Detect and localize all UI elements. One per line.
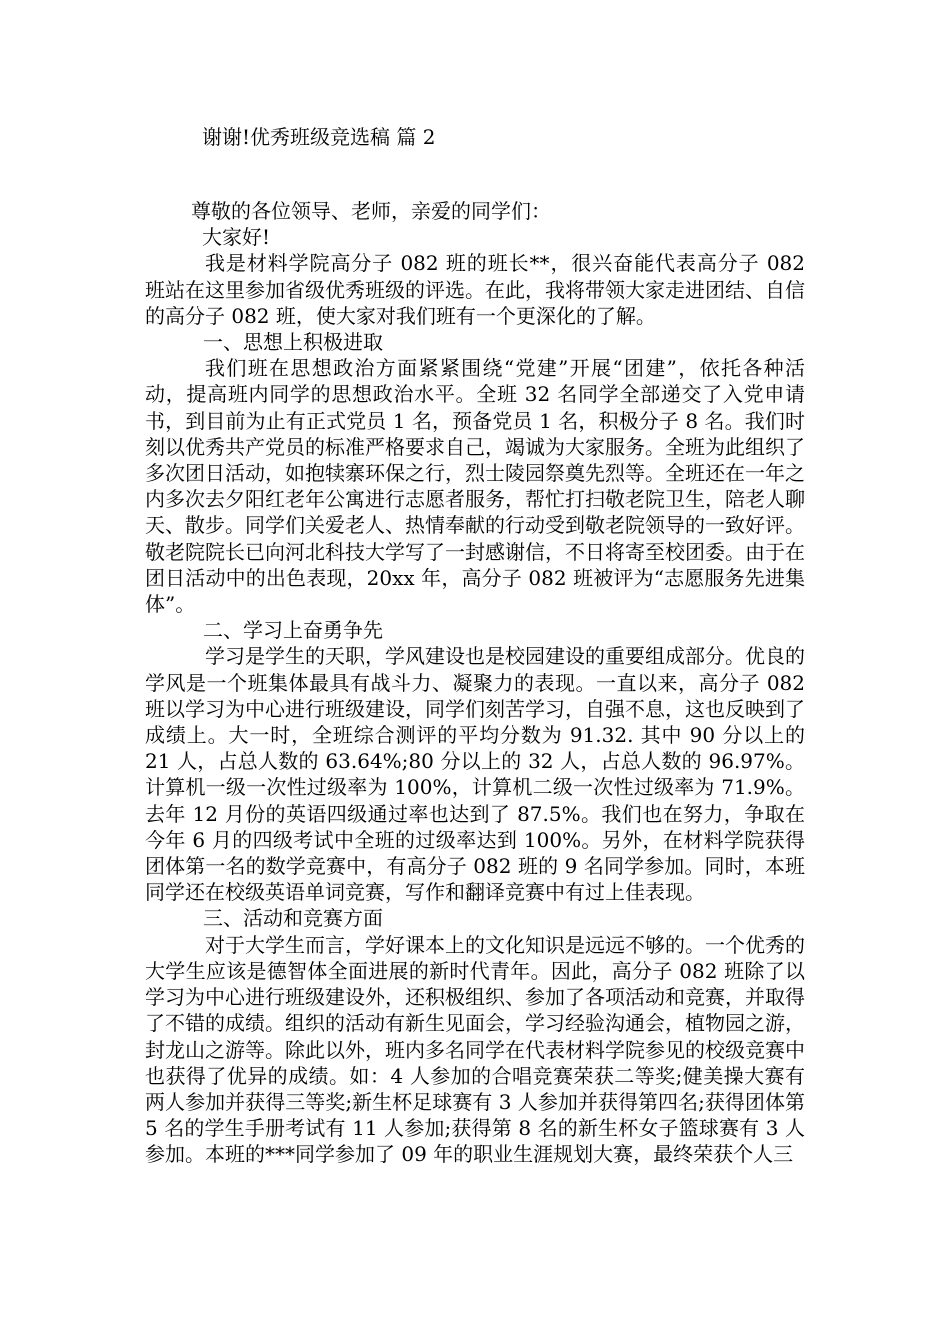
document-title: 谢谢!优秀班级竞选稿 篇 2 [202,125,436,149]
section-heading-thought: 一、思想上积极进取 [203,330,383,355]
section-body-study: 学习是学生的天职，学风建设也是校园建设的重要组成部分。优良的学风是一个班集体最具有战斗力、凝聚力的表现。一直以来，高分子 082 班以学习为中心进行班级建设，同学们刻苦学习，自强不息，这也反映到了成绩上。大一时，全班综合测评的平均分数为 91.32. 其中 90 分以上的 21 人，占总人数的 63.64%;80 分以上的 32 人，占总人数的 96.97%。计算机一级一次性过级率为 100%，计算机二级一次性过级率为 71.9%。去年 12 月份的英语四级通过率也达到了 87.5%。我们也在努力，争取在今年 6 月的四级考试中全班的过级率达到 100%。另外，在材料学院获得团体第一名的数学竞赛中，有高分子 082 班的 9 名同学参加。同时，本班同学还在校级英语单词竞赛，写作和翻译竞赛中有过上佳表现。 [145,644,805,905]
section-body-thought: 我们班在思想政治方面紧紧围绕“党建”开展“团建”，依托各种活动，提高班内同学的思想政治水平。全班 32 名同学全部递交了入党申请书，到目前为止有正式党员 1 名，预备党员 1 名，积极分子 8 名。我们时刻以优秀共产党员的标准严格要求自己，竭诚为大家服务。全班为此组织了多次团日活动，如抱犊寨环保之行，烈士陵园祭奠先烈等。全班还在一年之内多次去夕阳红老年公寓进行志愿者服务，帮忙打扫敬老院卫生，陪老人聊天、散步。同学们关爱老人、热情奉献的行动受到敬老院领导的一致好评。敬老院院长已向河北科技大学写了一封感谢信，不日将寄至校团委。由于在团日活动中的出色表现，20xx 年，高分子 082 班被评为“志愿服务先进集体”。 [145,356,805,617]
intro-paragraph: 我是材料学院高分子 082 班的班长**，很兴奋能代表高分子 082 班站在这里参加省级优秀班级的评选。在此，我将带领大家走进团结、自信的高分子 082 班，使大家对我们班有一个更深化的了解。 [145,251,805,328]
section-body-activities: 对于大学生而言，学好课本上的文化知识是远远不够的。一个优秀的大学生应该是德智体全面进展的新时代青年。因此，高分子 082 班除了以学习为中心进行班级建设外，还积极组织、参加了各项活动和竞赛，并取得了不错的成绩。组织的活动有新生见面会，学习经验沟通会，植物园之游，封龙山之游等。除此以外，班内多名同学在代表材料学院参见的校级竞赛中也获得了优异的成绩。如：4 人参加的合唱竞赛荣获二等奖;健美操大赛有两人参加并获得三等奖;新生杯足球赛有 3 人参加并获得第四名;获得团体第 5 名的学生手册考试有 11 人参加;获得第 8 名的新生杯女子篮球赛有 3 人参加。本班的***同学参加了 09 年的职业生涯规划大赛，最终荣获个人三 [145,932,805,1167]
salutation: 尊敬的各位领导、老师，亲爱的同学们： [191,199,551,223]
section-heading-study: 二、学习上奋勇争先 [203,618,383,643]
section-heading-activities: 三、活动和竞赛方面 [203,906,383,931]
document-body [145,198,805,1168]
greeting: 大家好! [202,225,271,250]
